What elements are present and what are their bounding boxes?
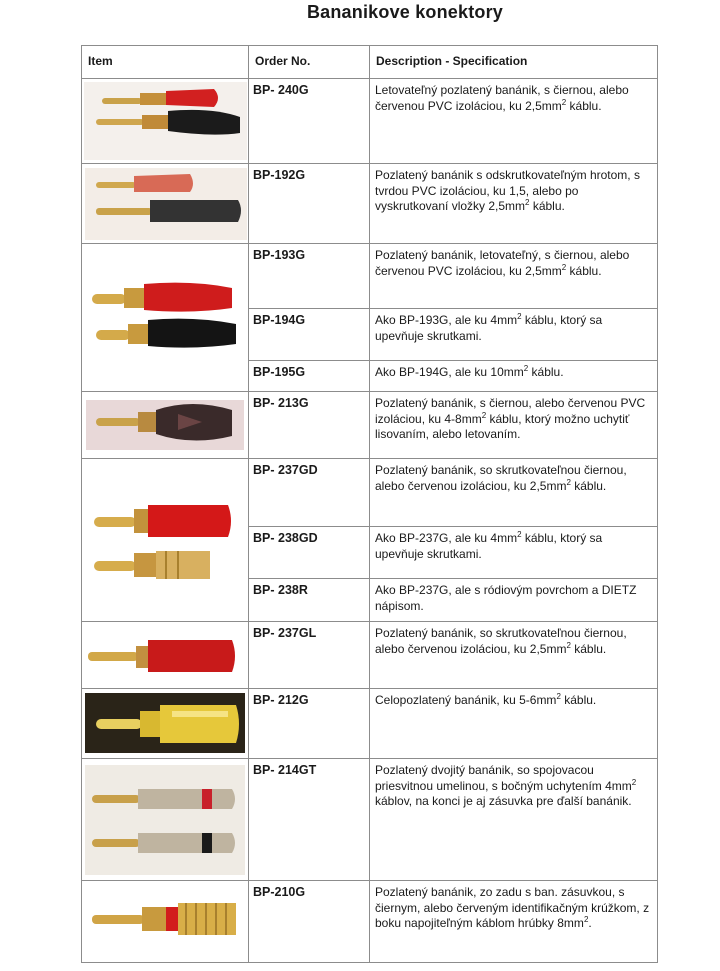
table-row [82, 459, 658, 527]
order-number: BP- 212G [249, 689, 370, 759]
description: Ako BP-194G, ale ku $10mm^2$ káblu. [370, 361, 658, 392]
table-row [82, 244, 658, 309]
description: Pozlatený banánik, s čiernou, alebo červenou PVC izoláciou, ku $4-8mm^2$ káblu, ktorý možno uchytiť lisovaním, alebo letovaním. [370, 392, 658, 459]
header-order: Order No. [249, 46, 370, 79]
description: Ako BP-237G, ale ku $4mm^2$ káblu, ktorý sa upevňuje skrutkami. [370, 527, 658, 579]
header-row [82, 46, 658, 79]
item-image-cell [82, 459, 249, 622]
header-item: Item [82, 46, 249, 79]
banana-plug-photo-193g-195g [82, 244, 249, 394]
description: Celopozlatený banánik, ku $5-6mm^2$ káblu. [370, 689, 658, 759]
description: Pozlatený banánik, so skrutkovateľnou čiernou, alebo červenou izoláciou, ku $2,5mm^2$ káblu. [370, 622, 658, 689]
description: Pozlatený dvojitý banánik, so spojovacou priesvitnou umelinou, s bočným uchytením $4mm^2$ káblov, na konci je aj zásuvka pre ďalší banánik. [370, 759, 658, 881]
header-description: Description - Specification [370, 46, 658, 79]
banana-plug-photo-210g [82, 881, 249, 963]
description: Letovateľný pozlatený banánik, s čiernou, alebo červenou PVC izoláciou, ku $2,5mm^2$ káblu. [370, 79, 658, 164]
description: Ako BP-237G, ale s ródiovým povrchom a DIETZ nápisom. [370, 579, 658, 622]
item-image-cell [82, 881, 249, 963]
order-number: BP- 238GD [249, 527, 370, 579]
description: Pozlatený banánik, so skrutkovateľnou čiernou, alebo červenou izoláciou, ku $2,5mm^2$ káblu. [370, 459, 658, 527]
description: Pozlatený banánik, zo zadu s ban. zásuvkou, s čiernym, alebo červeným identifikačným krúžkom, z boku napojiteľným káblom hrúbky $8mm^2$. [370, 881, 658, 963]
banana-plug-photo-192g [82, 164, 249, 244]
item-image-cell [82, 392, 249, 459]
order-number: BP-194G [249, 309, 370, 361]
description: Ako BP-193G, ale ku $4mm^2$ káblu, ktorý sa upevňuje skrutkami. [370, 309, 658, 361]
banana-plug-photo-212g [82, 689, 249, 759]
table-row [82, 622, 658, 689]
order-number: BP-210G [249, 881, 370, 963]
item-image-cell [82, 79, 249, 164]
table-row [82, 759, 658, 881]
page-title: Bananikove konektory [306, 2, 504, 22]
order-number: BP- 237GL [249, 622, 370, 689]
description: Pozlatený banánik, letovateľný, s čiernou, alebo červenou PVC izoláciou, ku $2,5mm^2$ káblu. [370, 244, 658, 309]
table-row [82, 164, 658, 244]
order-number: BP- 213G [249, 392, 370, 459]
order-number: BP- 238R [249, 579, 370, 622]
banana-plug-photo-237gl [82, 622, 249, 689]
order-number: BP- 214GT [249, 759, 370, 881]
connector-table [81, 45, 658, 963]
banana-plug-photo-213g [82, 392, 249, 459]
item-image-cell [82, 164, 249, 244]
item-image-cell [82, 759, 249, 881]
description: Pozlatený banánik s odskrutkovateľným hrotom, s tvrdou PVC izoláciou, ku 1,5, alebo po vyskrutkovaní vložky $2,5mm^2$ káblu. [370, 164, 658, 244]
item-image-cell [82, 689, 249, 759]
table-row [82, 881, 658, 963]
table-row [82, 392, 658, 459]
item-image-cell [82, 244, 249, 392]
order-number: BP-192G [249, 164, 370, 244]
item-image-cell [82, 622, 249, 689]
order-number: BP- 237GD [249, 459, 370, 527]
table-row [82, 689, 658, 759]
table-row [82, 79, 658, 164]
banana-plug-photo-240g [82, 79, 249, 164]
order-number: BP-193G [249, 244, 370, 309]
banana-plug-photo-214gt [82, 759, 249, 881]
order-number: BP- 240G [249, 79, 370, 164]
banana-plug-photo-237gd-238r [82, 459, 249, 622]
order-number: BP-195G [249, 361, 370, 392]
